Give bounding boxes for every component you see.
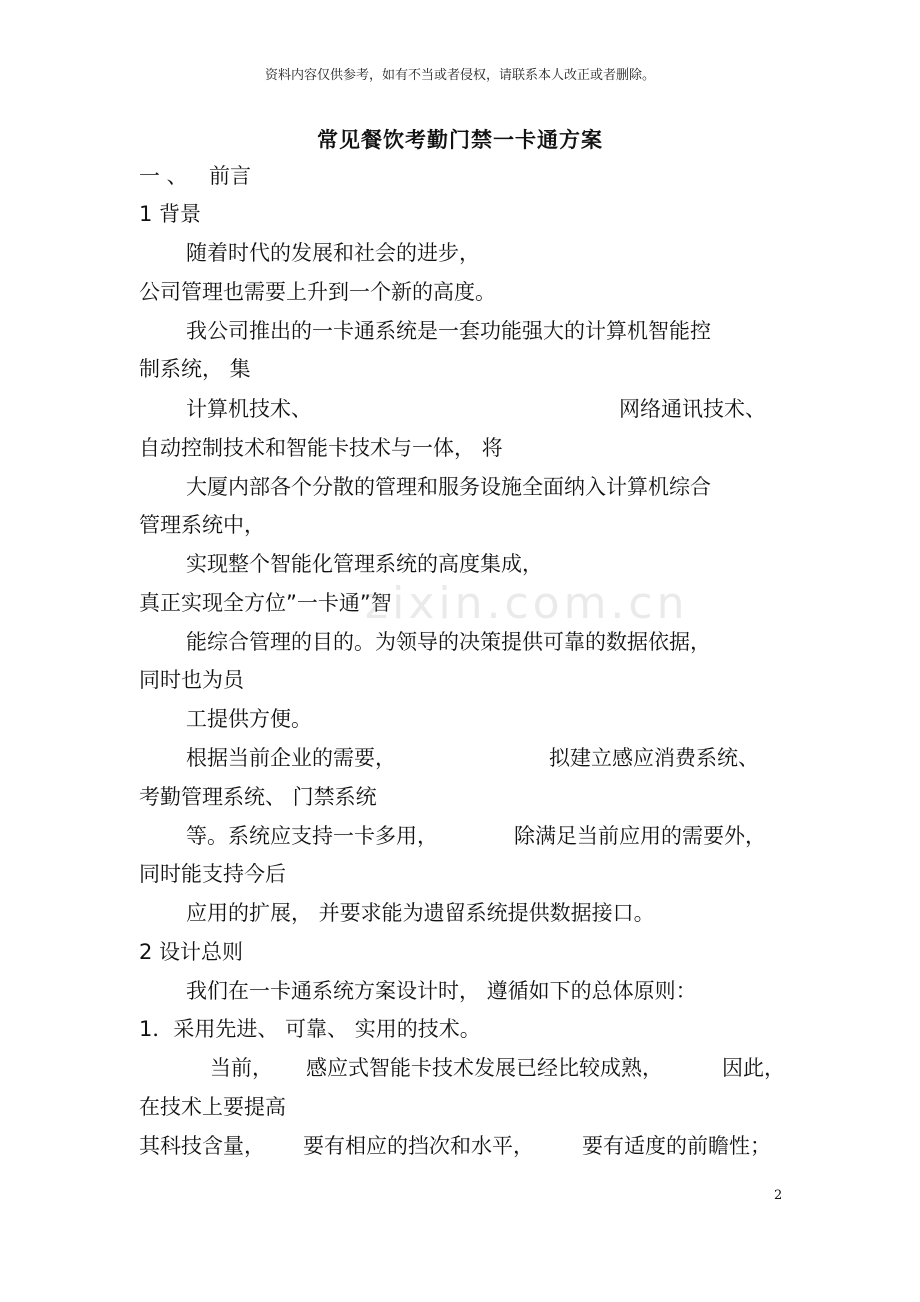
subsection-heading: 1 背景: [139, 202, 202, 226]
paragraph-line: 当前，: [210, 1056, 273, 1080]
paragraph-line: 等。系统应支持一卡多用，: [186, 824, 438, 848]
paragraph-line: 工提供方便。: [186, 707, 312, 731]
paragraph-line: 能综合管理的目的。为领导的决策提供可靠的数据依据，: [186, 630, 711, 654]
paragraph-line: 制系统， 集: [139, 357, 251, 381]
paragraph-line: 自动控制技术和智能卡技术与一体， 将: [139, 436, 503, 460]
document-title: 常见餐饮考勤门禁一卡通方案: [317, 128, 603, 152]
paragraph-line: 我们在一卡通系统方案设计时， 遵循如下的总体原则：: [186, 979, 697, 1003]
paragraph-line: 同时也为员: [139, 668, 244, 692]
paragraph-line: 计算机技术、: [186, 397, 312, 421]
paragraph-line: 管理系统中，: [139, 513, 265, 537]
paragraph-line: 1．采用先进、 可靠、 实用的技术。: [139, 1017, 481, 1041]
paragraph-line: 同时能支持今后: [139, 862, 286, 886]
paragraph-line: 其科技含量，: [139, 1134, 265, 1158]
paragraph-line: 拟建立感应消费系统、: [549, 746, 759, 770]
paragraph-line: 要有适度的前瞻性；: [582, 1134, 771, 1158]
paragraph-line: 在技术上要提高: [139, 1095, 286, 1119]
paragraph-line: 我公司推出的一卡通系统是一套功能强大的计算机智能控: [186, 319, 711, 343]
paragraph-line: 网络通讯技术、: [619, 397, 766, 421]
paragraph-line: 实现整个智能化管理系统的高度集成，: [186, 552, 543, 576]
paragraph-line: 公司管理也需要上升到一个新的高度。: [139, 280, 496, 304]
page-number: 2: [774, 1188, 783, 1203]
paragraph-line: 根据当前企业的需要，: [186, 746, 396, 770]
paragraph-line: 感应式智能卡技术发展已经比较成熟，: [306, 1056, 663, 1080]
paragraph-line: 除满足当前应用的需要外，: [514, 824, 766, 848]
paragraph-line: 随着时代的发展和社会的进步，: [186, 241, 480, 265]
paragraph-line: 因此，: [722, 1056, 785, 1080]
section-number: 一 、: [139, 164, 188, 188]
watermark: zixin.com.cn: [365, 578, 689, 629]
paragraph-line: 大厦内部各个分散的管理和服务设施全面纳入计算机综合: [186, 475, 711, 499]
paragraph-line: 应用的扩展， 并要求能为遗留系统提供数据接口。: [186, 901, 655, 925]
paragraph-line: 考勤管理系统、 门禁系统: [139, 785, 377, 809]
paragraph-line: 要有相应的挡次和水平，: [303, 1134, 534, 1158]
paragraph-line: 真正实现全方位”一卡通”智: [139, 591, 392, 615]
section-title: 前言: [209, 164, 251, 188]
subsection-heading: 2 设计总则: [139, 940, 244, 964]
header-disclaimer: 资料内容仅供参考，如有不当或者侵权，请联系本人改正或者删除。: [264, 68, 655, 83]
